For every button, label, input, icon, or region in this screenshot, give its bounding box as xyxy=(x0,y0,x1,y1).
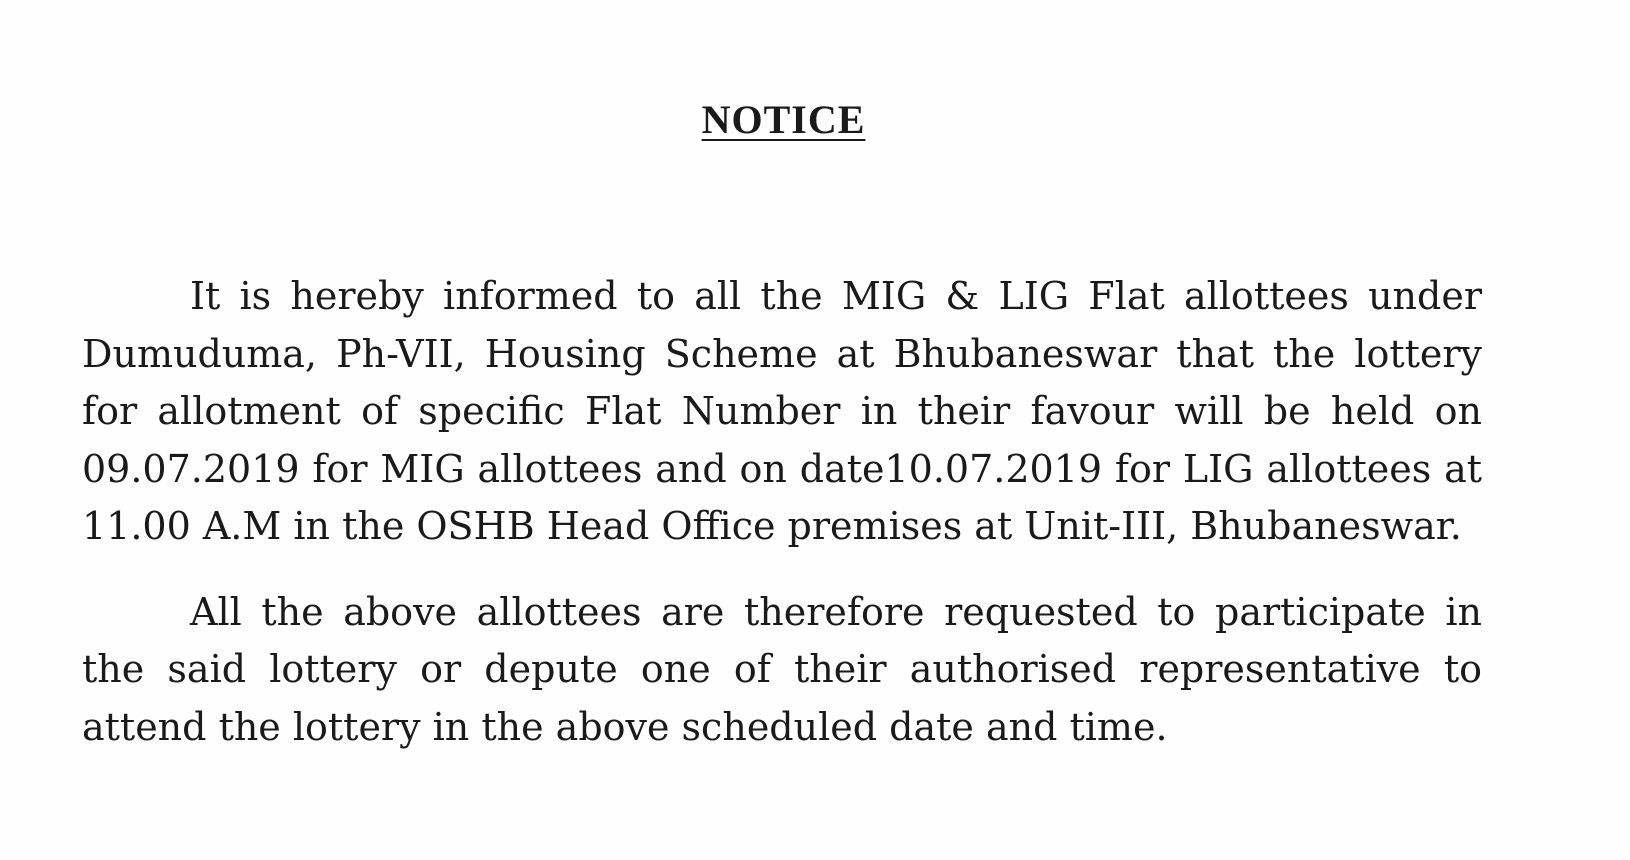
notice-title: NOTICE xyxy=(701,97,866,142)
notice-paragraph-2: All the above allottees are therefore requested to participate in the said lottery or depute one of their authorised representative to attend the lottery in the above scheduled date and time. xyxy=(82,589,1482,749)
notice-paragraph-1: It is hereby informed to all the MIG & LIG Flat allottees under Dumuduma, Ph-VII, Housing Scheme at Bhubaneswar that the lottery for allotment of specific Flat Number in their favour will be held on 09.07.2019 for MIG allottees and on date10.07.2019 for LIG allottees at 11.00 A.M in the OSHB Head Office premises at Unit-III, Bhubaneswar. xyxy=(82,274,1482,548)
notice-body xyxy=(82,268,1482,756)
